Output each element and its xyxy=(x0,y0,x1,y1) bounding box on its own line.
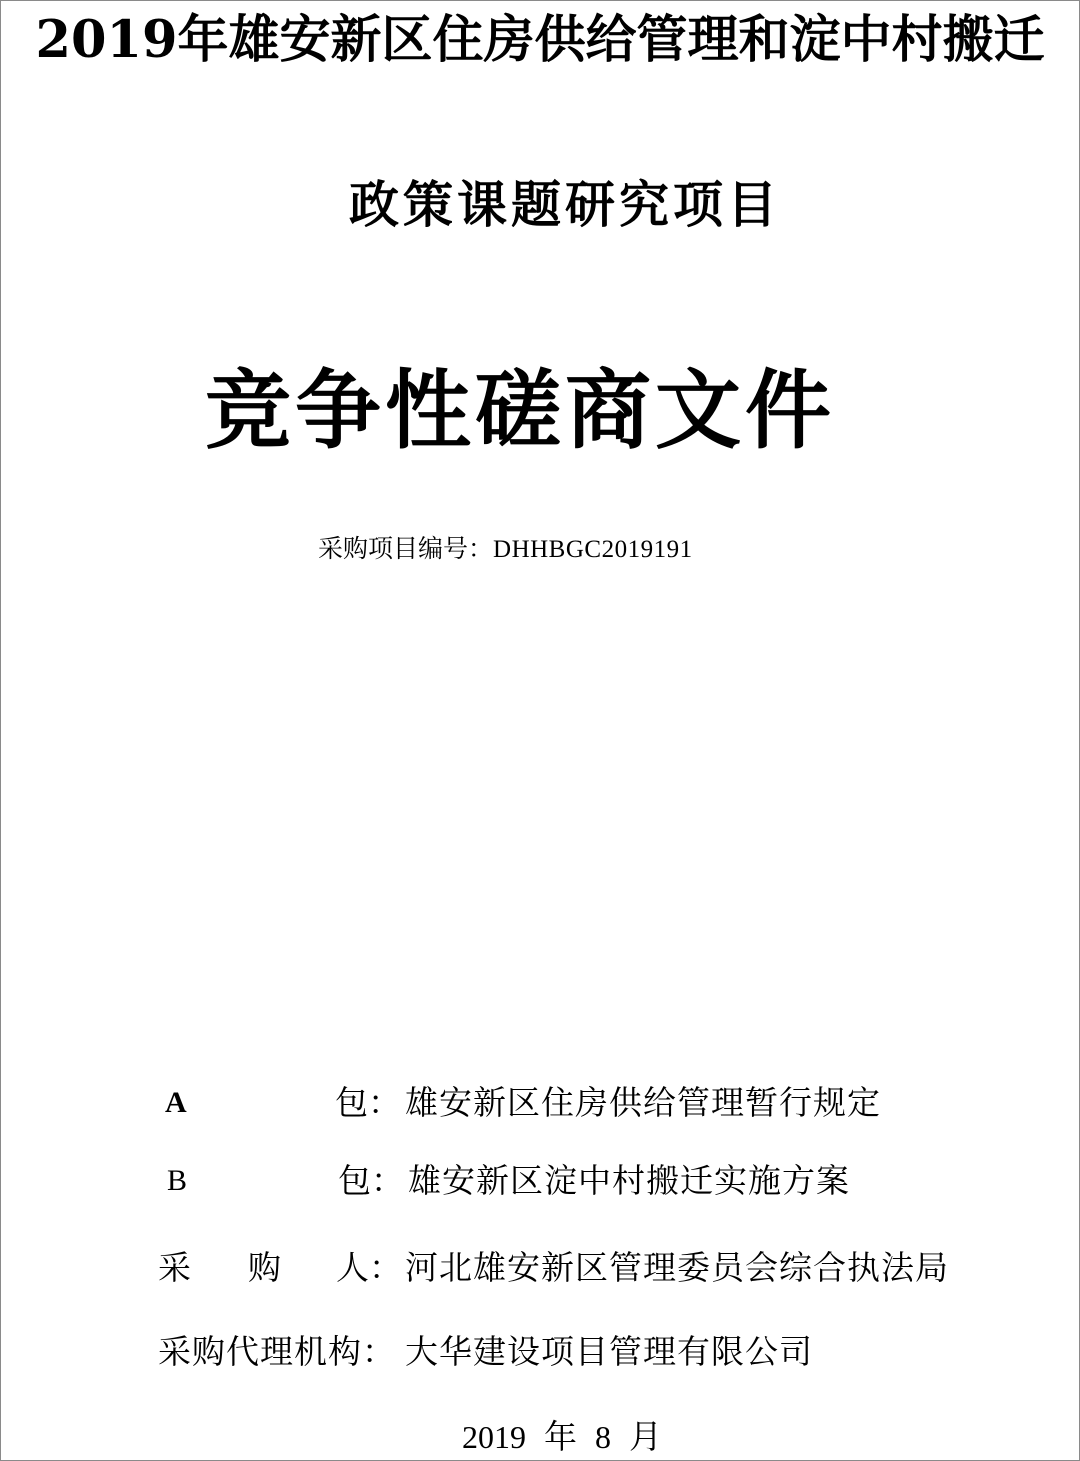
purchaser-label-char-2: 购 xyxy=(248,1248,281,1287)
package-b-row xyxy=(158,1163,1038,1199)
date-month-unit: 月 xyxy=(629,1417,662,1456)
agency-label: 采购代理机构： xyxy=(158,1332,396,1371)
package-label: 包： xyxy=(338,1161,404,1200)
project-number-label: 采购项目编号： xyxy=(318,534,494,563)
package-label: 包： xyxy=(335,1083,401,1122)
agency-value: 大华建设项目管理有限公司 xyxy=(405,1332,813,1371)
date-month: 8 xyxy=(595,1419,611,1455)
project-number xyxy=(318,535,693,564)
purchaser-value: 河北雄安新区管理委员会综合执法局 xyxy=(405,1248,949,1287)
document-date xyxy=(462,1419,662,1455)
date-year: 2019 xyxy=(462,1419,526,1455)
purchaser-label-char-1: 采 xyxy=(158,1248,191,1287)
package-a-row xyxy=(158,1085,1038,1121)
purchaser-label-char-3: 人： xyxy=(336,1248,402,1287)
package-letter: B xyxy=(167,1164,188,1197)
document-type-heading: 竞争性磋商文件 xyxy=(205,360,835,461)
date-year-unit: 年 xyxy=(544,1417,577,1456)
title-line-2: 政策课题研究项目 xyxy=(349,175,781,234)
agency-row xyxy=(158,1334,1038,1370)
package-letter: A xyxy=(165,1086,187,1119)
purchaser-row xyxy=(158,1250,1038,1286)
project-number-value: DHHBGC2019191 xyxy=(493,536,693,563)
package-name: 雄安新区淀中村搬迁实施方案 xyxy=(408,1161,850,1200)
title-line-1: 2019年雄安新区住房供给管理和淀中村搬迁 xyxy=(35,10,1045,70)
package-name: 雄安新区住房供给管理暂行规定 xyxy=(405,1083,881,1122)
